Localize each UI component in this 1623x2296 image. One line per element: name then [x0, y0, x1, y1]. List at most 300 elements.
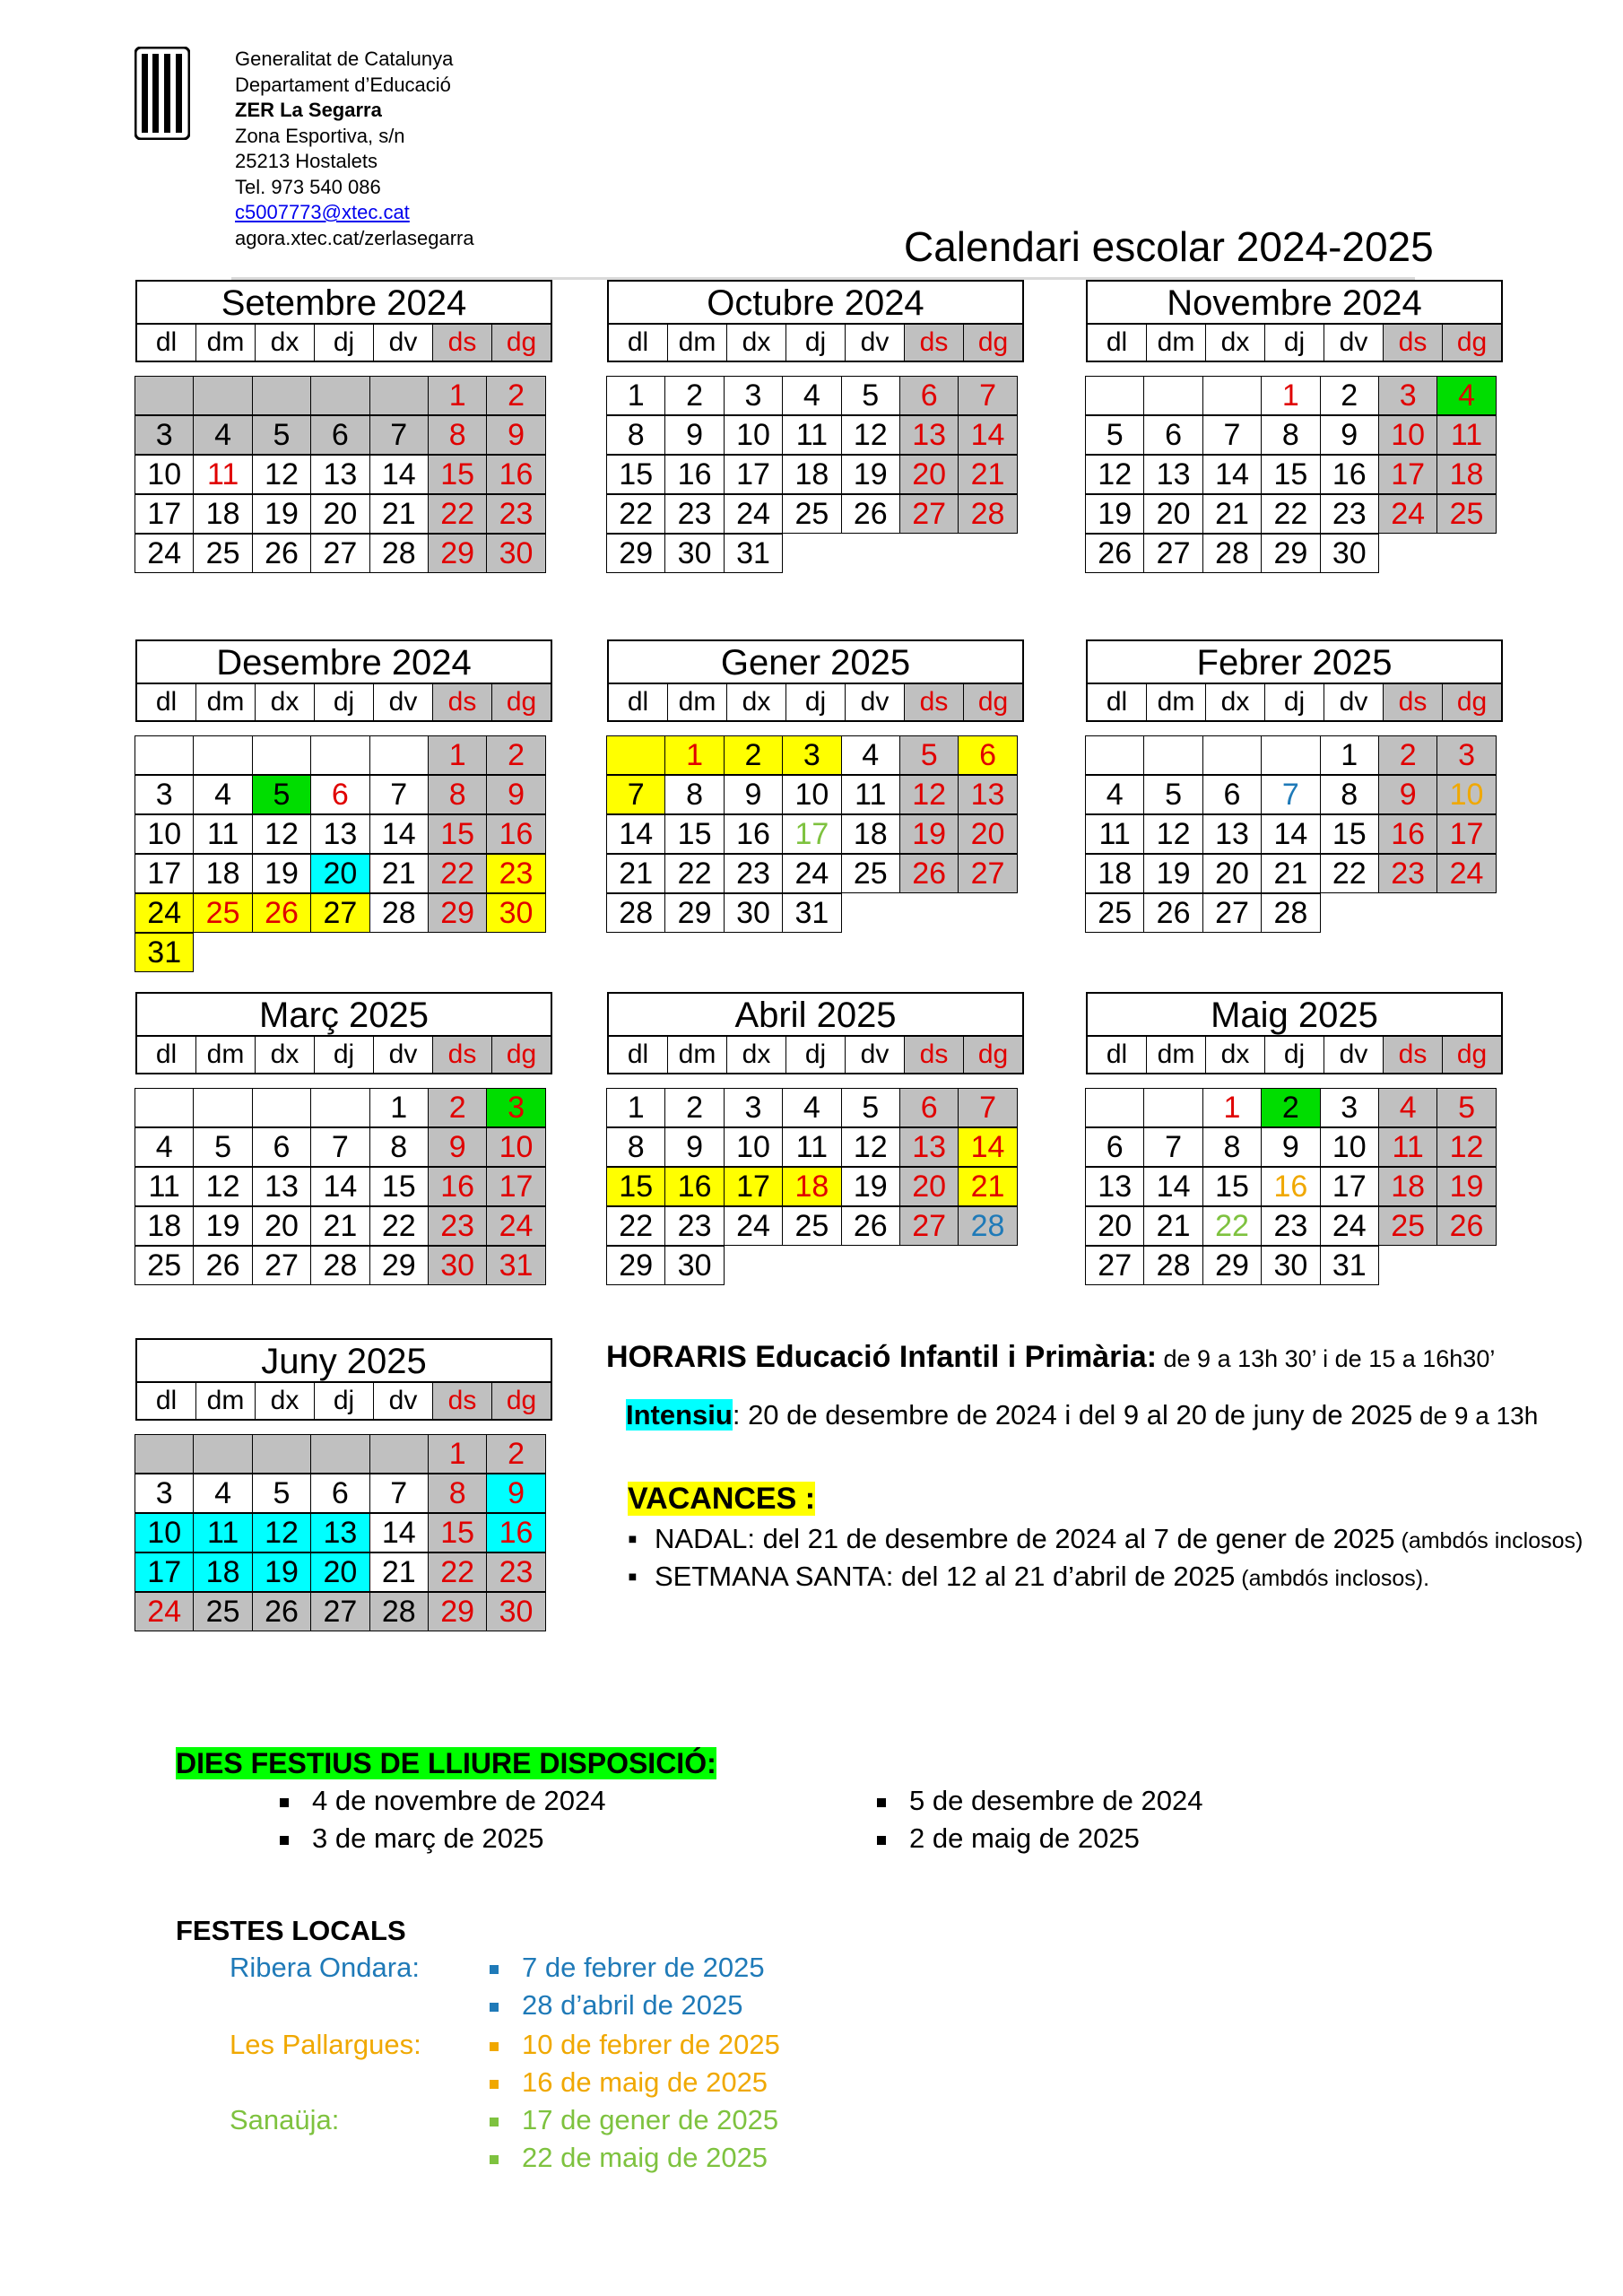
day-cell: 6 — [1085, 1127, 1144, 1167]
day-cell: 13 — [958, 775, 1017, 814]
day-cell: 22 — [606, 1206, 665, 1246]
horaris-line — [606, 1340, 1495, 1375]
day-cell: 2 — [1320, 376, 1379, 415]
day-cell: 24 — [1436, 854, 1496, 893]
day-cell: 21 — [369, 1552, 429, 1592]
weekday-label: dl — [137, 684, 196, 720]
day-cell: 6 — [899, 1088, 959, 1127]
day-cell: 21 — [606, 854, 665, 893]
day-cell: 26 — [193, 1246, 252, 1285]
empty-cell — [193, 735, 252, 775]
day-cell: 28 — [369, 1592, 429, 1631]
week-row — [607, 1128, 1024, 1168]
day-cell: 25 — [135, 1246, 194, 1285]
bullet-icon — [280, 1836, 289, 1845]
weekday-header — [1086, 684, 1503, 722]
week-row — [1086, 416, 1503, 456]
weekday-label: dg — [492, 684, 551, 720]
day-cell: 7 — [1261, 775, 1320, 814]
day-cell: 4 — [193, 415, 252, 455]
day-cell: 29 — [428, 534, 487, 573]
empty-slot — [428, 933, 487, 972]
empty-cell — [369, 735, 429, 775]
festes-place-ribera: Ribera Ondara: — [230, 1952, 420, 1983]
weekday-label: dm — [668, 1037, 727, 1073]
day-cell: 18 — [193, 494, 252, 534]
day-cell: 28 — [369, 893, 429, 933]
day-cell: 21 — [958, 455, 1017, 494]
day-cell: 21 — [1143, 1206, 1202, 1246]
day-cell: 3 — [782, 735, 841, 775]
weekday-label: ds — [433, 1037, 492, 1073]
day-cell: 9 — [486, 1474, 545, 1513]
day-cell: 28 — [958, 1206, 1017, 1246]
empty-cell — [1085, 1088, 1144, 1127]
month-grid — [1086, 377, 1503, 574]
day-cell: 13 — [899, 415, 959, 455]
weekday-label: dj — [786, 325, 846, 361]
empty-slot — [782, 534, 841, 573]
weekday-label: dm — [196, 1383, 256, 1419]
day-cell: 9 — [664, 1127, 724, 1167]
day-cell: 7 — [310, 1127, 369, 1167]
intensiu-line — [626, 1399, 1538, 1431]
day-cell: 24 — [135, 534, 194, 573]
empty-slot — [1436, 1246, 1496, 1285]
bullet-icon — [877, 1836, 886, 1845]
day-cell: 26 — [252, 534, 311, 573]
month-title: Novembre 2024 — [1086, 280, 1503, 325]
empty-slot — [369, 933, 429, 972]
week-row — [607, 815, 1024, 855]
day-cell: 5 — [1436, 1088, 1496, 1127]
festes-date-text: 22 de maig de 2025 — [522, 2142, 768, 2173]
day-cell: 22 — [369, 1206, 429, 1246]
day-cell: 18 — [135, 1206, 194, 1246]
day-cell: 5 — [252, 775, 311, 814]
day-cell: 16 — [1378, 814, 1437, 854]
day-cell: 12 — [252, 455, 311, 494]
day-cell: 13 — [1143, 455, 1202, 494]
month-calendar-gener — [607, 639, 1024, 934]
week-row — [135, 934, 552, 973]
empty-slot — [1378, 893, 1437, 933]
day-cell: 5 — [899, 735, 959, 775]
day-cell: 27 — [1085, 1246, 1144, 1285]
day-cell: 18 — [1436, 455, 1496, 494]
empty-cell — [310, 1088, 369, 1127]
day-cell: 31 — [135, 933, 194, 972]
bullet-icon — [490, 2042, 499, 2051]
day-cell: 21 — [1202, 494, 1262, 534]
day-cell: 23 — [486, 854, 545, 893]
day-cell: 14 — [606, 814, 665, 854]
festes-date — [490, 2029, 780, 2061]
day-cell: 7 — [369, 415, 429, 455]
day-cell: 14 — [369, 455, 429, 494]
empty-slot — [1436, 534, 1496, 573]
day-cell: 11 — [782, 1127, 841, 1167]
weekday-header — [135, 1037, 552, 1074]
day-cell: 2 — [428, 1088, 487, 1127]
week-row — [607, 377, 1024, 416]
day-cell: 5 — [252, 415, 311, 455]
day-cell: 18 — [1085, 854, 1144, 893]
day-cell: 28 — [310, 1246, 369, 1285]
festes-date — [490, 1989, 742, 2022]
week-row — [135, 535, 552, 574]
weekday-label: dm — [196, 1037, 256, 1073]
day-cell: 26 — [1436, 1206, 1496, 1246]
day-cell: 17 — [782, 814, 841, 854]
day-cell: 28 — [369, 534, 429, 573]
day-cell: 21 — [958, 1167, 1017, 1206]
weekday-label: dv — [374, 1383, 433, 1419]
lliure-date: 3 de març de 2025 — [312, 1822, 544, 1854]
day-cell: 25 — [841, 854, 900, 893]
day-cell: 21 — [1261, 854, 1320, 893]
day-cell: 20 — [958, 814, 1017, 854]
day-cell: 13 — [310, 455, 369, 494]
day-cell: 27 — [310, 1592, 369, 1631]
day-cell: 9 — [1378, 775, 1437, 814]
festes-date-text: 10 de febrer de 2025 — [522, 2029, 780, 2060]
day-cell: 7 — [369, 1474, 429, 1513]
day-cell: 23 — [1378, 854, 1437, 893]
weekday-label: dx — [1206, 684, 1265, 720]
day-cell: 21 — [369, 854, 429, 893]
day-cell: 11 — [1436, 415, 1496, 455]
intensiu-small: de 9 a 13h — [1412, 1402, 1539, 1430]
day-cell: 8 — [369, 1127, 429, 1167]
weekday-label: dj — [315, 1037, 374, 1073]
empty-slot — [310, 933, 369, 972]
day-cell: 4 — [1436, 376, 1496, 415]
empty-cell — [135, 735, 194, 775]
week-row — [1086, 776, 1503, 815]
bullet-icon — [490, 1965, 499, 1974]
week-row — [135, 736, 552, 776]
weekday-label: ds — [905, 1037, 964, 1073]
lliure-item — [877, 1785, 1202, 1817]
day-cell: 16 — [428, 1167, 487, 1206]
weekday-label: dv — [1324, 684, 1384, 720]
day-cell: 26 — [1143, 893, 1202, 933]
day-cell: 20 — [310, 854, 369, 893]
month-title: Gener 2025 — [607, 639, 1024, 684]
empty-cell — [1085, 376, 1144, 415]
day-cell: 23 — [486, 494, 545, 534]
day-cell: 2 — [664, 1088, 724, 1127]
day-cell: 27 — [252, 1246, 311, 1285]
month-calendar-juny — [135, 1338, 552, 1632]
weekday-label: dl — [137, 325, 196, 361]
day-cell: 1 — [606, 376, 665, 415]
week-row — [135, 1474, 552, 1514]
month-calendar-novembre — [1086, 280, 1503, 574]
day-cell: 10 — [486, 1127, 545, 1167]
month-grid — [135, 1089, 552, 1286]
day-cell: 20 — [899, 1167, 959, 1206]
day-cell: 13 — [1202, 814, 1262, 854]
weekday-header — [1086, 1037, 1503, 1074]
day-cell: 25 — [782, 1206, 841, 1246]
day-cell: 15 — [606, 455, 665, 494]
week-row — [1086, 1247, 1503, 1286]
weekday-label: dj — [1265, 325, 1324, 361]
day-cell: 23 — [428, 1206, 487, 1246]
day-cell: 13 — [252, 1167, 311, 1206]
lliure-item — [280, 1785, 605, 1817]
day-cell: 6 — [958, 735, 1017, 775]
day-cell: 29 — [606, 1246, 665, 1285]
day-cell: 17 — [135, 494, 194, 534]
day-cell: 3 — [724, 1088, 783, 1127]
weekday-label: dx — [256, 1037, 315, 1073]
empty-slot — [841, 893, 900, 933]
day-cell: 13 — [1085, 1167, 1144, 1206]
festes-date-text: 16 de maig de 2025 — [522, 2066, 768, 2098]
weekday-label: ds — [433, 325, 492, 361]
empty-slot — [899, 1246, 959, 1285]
week-row — [1086, 1128, 1503, 1168]
weekday-label: dv — [1324, 1037, 1384, 1073]
day-cell: 30 — [664, 1246, 724, 1285]
empty-slot — [1378, 534, 1437, 573]
bullet-icon — [490, 2003, 499, 2012]
month-title: Octubre 2024 — [607, 280, 1024, 325]
day-cell: 18 — [782, 1167, 841, 1206]
day-cell: 8 — [606, 1127, 665, 1167]
empty-cell — [1143, 735, 1202, 775]
day-cell: 2 — [1378, 735, 1437, 775]
day-cell: 17 — [135, 854, 194, 893]
day-cell: 20 — [899, 455, 959, 494]
day-cell: 16 — [486, 814, 545, 854]
day-cell: 14 — [1261, 814, 1320, 854]
vacances-text: NADAL: del 21 de desembre de 2024 al 7 de gener de 2025 — [655, 1523, 1395, 1554]
festes-date-text: 17 de gener de 2025 — [522, 2104, 779, 2135]
week-row — [135, 1247, 552, 1286]
day-cell: 12 — [252, 1513, 311, 1552]
empty-cell — [135, 1088, 194, 1127]
weekday-label: ds — [905, 325, 964, 361]
day-cell: 30 — [428, 1246, 487, 1285]
day-cell: 23 — [724, 854, 783, 893]
vacances-text: SETMANA SANTA: del 12 al 21 d’abril de 2025 — [655, 1561, 1236, 1592]
week-row — [607, 1168, 1024, 1207]
day-cell: 11 — [135, 1167, 194, 1206]
weekday-label: dl — [1088, 684, 1147, 720]
day-cell: 7 — [1143, 1127, 1202, 1167]
day-cell: 25 — [193, 1592, 252, 1631]
day-cell: 12 — [841, 1127, 900, 1167]
day-cell: 18 — [782, 455, 841, 494]
week-row — [607, 416, 1024, 456]
day-cell: 28 — [1143, 1246, 1202, 1285]
day-cell: 2 — [724, 735, 783, 775]
day-cell: 23 — [1261, 1206, 1320, 1246]
empty-cell — [1202, 735, 1262, 775]
weekday-label: dm — [1147, 1037, 1206, 1073]
day-cell: 26 — [899, 854, 959, 893]
day-cell: 25 — [1436, 494, 1496, 534]
empty-cell — [310, 376, 369, 415]
day-cell: 30 — [664, 534, 724, 573]
day-cell: 24 — [135, 893, 194, 933]
vacances-title — [628, 1482, 815, 1517]
day-cell: 25 — [782, 494, 841, 534]
day-cell: 2 — [486, 735, 545, 775]
week-row — [607, 1247, 1024, 1286]
day-cell: 24 — [782, 854, 841, 893]
day-cell: 15 — [664, 814, 724, 854]
day-cell: 16 — [1320, 455, 1379, 494]
day-cell: 1 — [369, 1088, 429, 1127]
festes-date-text: 7 de febrer de 2025 — [522, 1952, 765, 1983]
day-cell: 14 — [369, 814, 429, 854]
day-cell: 10 — [135, 455, 194, 494]
festes-place-sanauja: Sanaüja: — [230, 2104, 340, 2135]
month-title: Desembre 2024 — [135, 639, 552, 684]
day-cell: 16 — [486, 1513, 545, 1552]
month-calendar-octubre — [607, 280, 1024, 574]
vacances-label: VACANCES : — [628, 1482, 816, 1516]
day-cell: 19 — [841, 455, 900, 494]
day-cell: 27 — [958, 854, 1017, 893]
day-cell: 8 — [1320, 775, 1379, 814]
day-cell: 1 — [1320, 735, 1379, 775]
empty-slot — [486, 933, 545, 972]
day-cell: 27 — [1143, 534, 1202, 573]
day-cell: 15 — [1261, 455, 1320, 494]
weekday-label: dj — [1265, 684, 1324, 720]
week-row — [135, 416, 552, 456]
day-cell: 8 — [1261, 415, 1320, 455]
week-row — [607, 535, 1024, 574]
day-cell: 8 — [1202, 1127, 1262, 1167]
day-cell: 5 — [193, 1127, 252, 1167]
day-cell: 15 — [428, 814, 487, 854]
day-cell: 24 — [724, 1206, 783, 1246]
vacances-item-nadal — [628, 1523, 1583, 1555]
day-cell: 6 — [252, 1127, 311, 1167]
day-cell: 19 — [193, 1206, 252, 1246]
month-grid — [135, 377, 552, 574]
week-row — [135, 855, 552, 894]
weekday-label: ds — [1384, 1037, 1443, 1073]
weekday-header — [1086, 325, 1503, 362]
empty-slot — [958, 1246, 1017, 1285]
day-cell: 9 — [1261, 1127, 1320, 1167]
empty-cell — [1143, 1088, 1202, 1127]
day-cell: 16 — [1261, 1167, 1320, 1206]
day-cell: 28 — [958, 494, 1017, 534]
weekday-header — [135, 684, 552, 722]
festes-date — [490, 2104, 778, 2136]
weekday-header — [135, 325, 552, 362]
day-cell: 15 — [428, 1513, 487, 1552]
day-cell: 14 — [1202, 455, 1262, 494]
day-cell: 1 — [428, 376, 487, 415]
month-grid — [607, 736, 1024, 934]
week-row — [135, 815, 552, 855]
header-line-website: agora.xtec.cat/zerlasegarra — [235, 226, 474, 249]
month-grid — [135, 1435, 552, 1632]
day-cell: 15 — [1320, 814, 1379, 854]
day-cell: 31 — [724, 534, 783, 573]
week-row — [135, 1089, 552, 1128]
day-cell: 14 — [1143, 1167, 1202, 1206]
day-cell: 17 — [135, 1552, 194, 1592]
day-cell: 12 — [1085, 455, 1144, 494]
bullet-icon: ▪ — [628, 1523, 638, 1554]
day-cell: 25 — [1378, 1206, 1437, 1246]
month-title: Març 2025 — [135, 992, 552, 1037]
day-cell: 11 — [193, 455, 252, 494]
week-row — [607, 776, 1024, 815]
day-cell: 20 — [1202, 854, 1262, 893]
day-cell: 30 — [486, 893, 545, 933]
day-cell: 24 — [135, 1592, 194, 1631]
header-line-street: Zona Esportiva, s/n — [235, 124, 405, 147]
school-address — [235, 47, 474, 251]
day-cell: 17 — [1320, 1167, 1379, 1206]
week-row — [1086, 815, 1503, 855]
day-cell: 28 — [1261, 893, 1320, 933]
week-row — [607, 894, 1024, 934]
week-row — [135, 776, 552, 815]
day-cell: 25 — [1085, 893, 1144, 933]
week-row — [135, 1168, 552, 1207]
day-cell: 10 — [135, 814, 194, 854]
month-grid — [1086, 1089, 1503, 1286]
weekday-label: dg — [964, 1037, 1022, 1073]
day-cell: 19 — [252, 854, 311, 893]
day-cell: 9 — [664, 415, 724, 455]
day-cell: 24 — [1378, 494, 1437, 534]
day-cell: 5 — [841, 376, 900, 415]
day-cell: 29 — [1261, 534, 1320, 573]
weekday-label: ds — [905, 684, 964, 720]
vacances-note: (ambdós inclosos) — [1394, 1528, 1584, 1553]
weekday-label: dg — [964, 325, 1022, 361]
empty-slot — [899, 534, 959, 573]
day-cell: 15 — [606, 1167, 665, 1206]
weekday-label: dx — [256, 684, 315, 720]
day-cell: 4 — [782, 376, 841, 415]
weekday-label: dl — [137, 1383, 196, 1419]
festes-date — [490, 2066, 768, 2099]
empty-slot — [1378, 1246, 1437, 1285]
day-cell: 12 — [193, 1167, 252, 1206]
weekday-label: dg — [1443, 684, 1501, 720]
day-cell: 6 — [310, 775, 369, 814]
weekday-label: dm — [1147, 684, 1206, 720]
day-cell: 17 — [486, 1167, 545, 1206]
day-cell: 10 — [1436, 775, 1496, 814]
day-cell: 30 — [486, 534, 545, 573]
day-cell: 29 — [428, 893, 487, 933]
weekday-label: dj — [1265, 1037, 1324, 1073]
email-link[interactable]: c5007773@xtec.cat — [235, 201, 410, 223]
day-cell: 9 — [486, 775, 545, 814]
weekday-label: dv — [846, 684, 905, 720]
day-cell: 19 — [899, 814, 959, 854]
weekday-label: dg — [492, 1037, 551, 1073]
week-row — [1086, 535, 1503, 574]
day-cell: 29 — [1202, 1246, 1262, 1285]
